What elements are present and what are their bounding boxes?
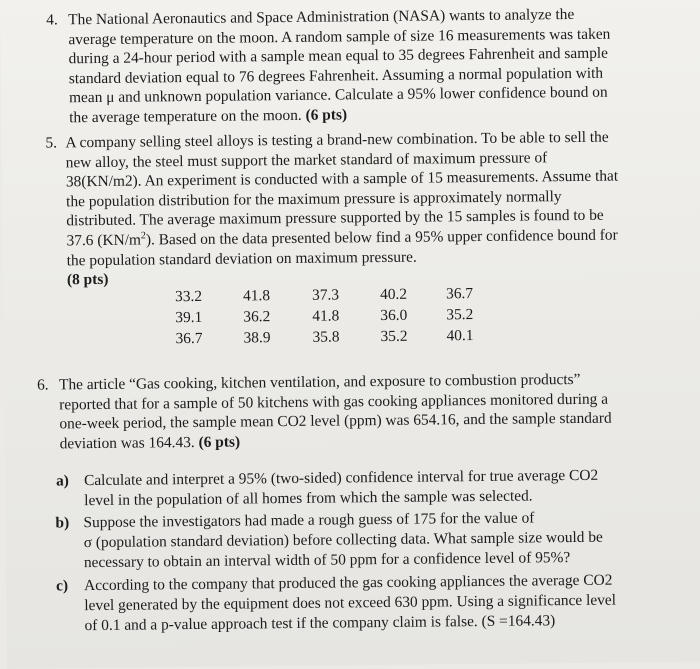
question-6 xyxy=(37,369,688,460)
text-line: A company selling steel alloys is testing a brand-new combination. To be able to sell the xyxy=(65,128,609,152)
question-number: 5. xyxy=(45,134,58,152)
question-text xyxy=(65,128,619,291)
table-cell: 41.8 xyxy=(312,307,340,325)
superscript: 2 xyxy=(140,230,146,242)
table-cell: 33.2 xyxy=(175,287,203,306)
text-line: during a 24-hour period with a sample mean equal to 35 degrees Fahrenheit and sample xyxy=(68,44,609,68)
sub-question-c xyxy=(56,570,687,637)
question-text xyxy=(68,5,611,128)
table-cell: 40.1 xyxy=(446,327,474,345)
table-cell: 36.2 xyxy=(243,308,271,326)
text-line: σ (population standard deviation) before collecting data. What sample size would be xyxy=(83,528,603,551)
question-4 xyxy=(46,4,687,131)
text-line: Suppose the investigators had made a rough guess of 175 for the value of xyxy=(83,509,535,532)
text-line: standard deviation equal to 76 degrees Fahrenheit. Assuming a normal population with xyxy=(68,64,604,88)
text-line: the population standard deviation on maximum pressure. xyxy=(66,248,417,269)
table-cell: 36.7 xyxy=(175,329,203,348)
table-cell: 35.8 xyxy=(312,328,340,346)
table-cell: 41.8 xyxy=(243,287,271,305)
table-cell: 35.2 xyxy=(446,306,474,324)
question-text xyxy=(59,370,612,454)
text-line: the average temperature on the moon. xyxy=(69,106,302,127)
text-line: average temperature on the moon. A random sample of size 16 measurements was taken xyxy=(68,25,611,48)
text-line: The article “Gas cooking, kitchen ventilation, and exposure to combustion products” xyxy=(58,370,581,394)
text-line: new alloy, the steel must support the market standard of maximum pressure of xyxy=(65,148,548,171)
points-label: (6 pts) xyxy=(305,106,348,124)
question-number: 6. xyxy=(36,376,49,394)
text-line: deviation was 164.43. xyxy=(59,433,195,453)
table-cell: 39.1 xyxy=(175,308,203,327)
sub-question-a xyxy=(56,465,686,512)
text-line: 37.6 (KN/m xyxy=(66,231,142,250)
text-line: distributed. The average maximum pressure supported by the 15 samples is found to be xyxy=(66,207,604,230)
text-line: Calculate and interpret a 95% (two-sided) confidence interval for true average CO2 xyxy=(83,466,599,490)
text-line: 38(KN/m2). An experiment is conducted with a sample of 15 measurements. Assume that xyxy=(65,167,619,191)
table-cell: 40.2 xyxy=(380,285,408,304)
text-line: one-week period, the sample mean CO2 level (ppm) was 654.16, and the sample standard xyxy=(59,409,612,433)
table-cell: 37.3 xyxy=(312,286,340,304)
sub-question-b xyxy=(55,507,686,574)
text-line: reported that for a sample of 50 kitchens with gas cooking appliances monitored during a xyxy=(59,390,609,413)
sub-question-label: c) xyxy=(56,577,69,595)
table-cell: 36.0 xyxy=(380,306,408,325)
table-cell: 36.7 xyxy=(446,285,474,303)
text-line: According to the company that produced the gas cooking appliances the average CO2 xyxy=(84,571,613,595)
text-line: necessary to obtain an interval width of 50 ppm for a confidence level of 95%? xyxy=(83,548,571,571)
question-number: 4. xyxy=(46,11,58,29)
text-line: of 0.1 and a p-value approach test if the company claim is false. (S =164.43) xyxy=(84,611,556,634)
text-line: the population distribution for the maximum pressure is approximately normally xyxy=(66,187,562,211)
sub-question-label: b) xyxy=(55,514,70,532)
text-line: level generated by the equipment does not exceed 630 ppm. Using a significance level xyxy=(84,591,617,614)
table-cell: 38.9 xyxy=(243,329,271,347)
text-line: level in the population of all homes from which the sample was selected. xyxy=(84,487,533,509)
data-table xyxy=(175,285,506,352)
text-line: The National Aeronautics and Space Administration (NASA) wants to analyze the xyxy=(68,5,575,29)
text-line: mean μ and unknown population variance. Calculate a 95% lower confidence bound on xyxy=(68,84,608,107)
table-cell: 35.2 xyxy=(380,327,408,346)
text-line: ). Based on the data presented below find a 95% upper confidence bound for xyxy=(145,226,618,249)
question-5 xyxy=(45,127,687,294)
sub-question-label: a) xyxy=(55,472,69,490)
points-label: (8 pts) xyxy=(66,271,109,289)
points-label: (6 pts) xyxy=(198,433,241,451)
